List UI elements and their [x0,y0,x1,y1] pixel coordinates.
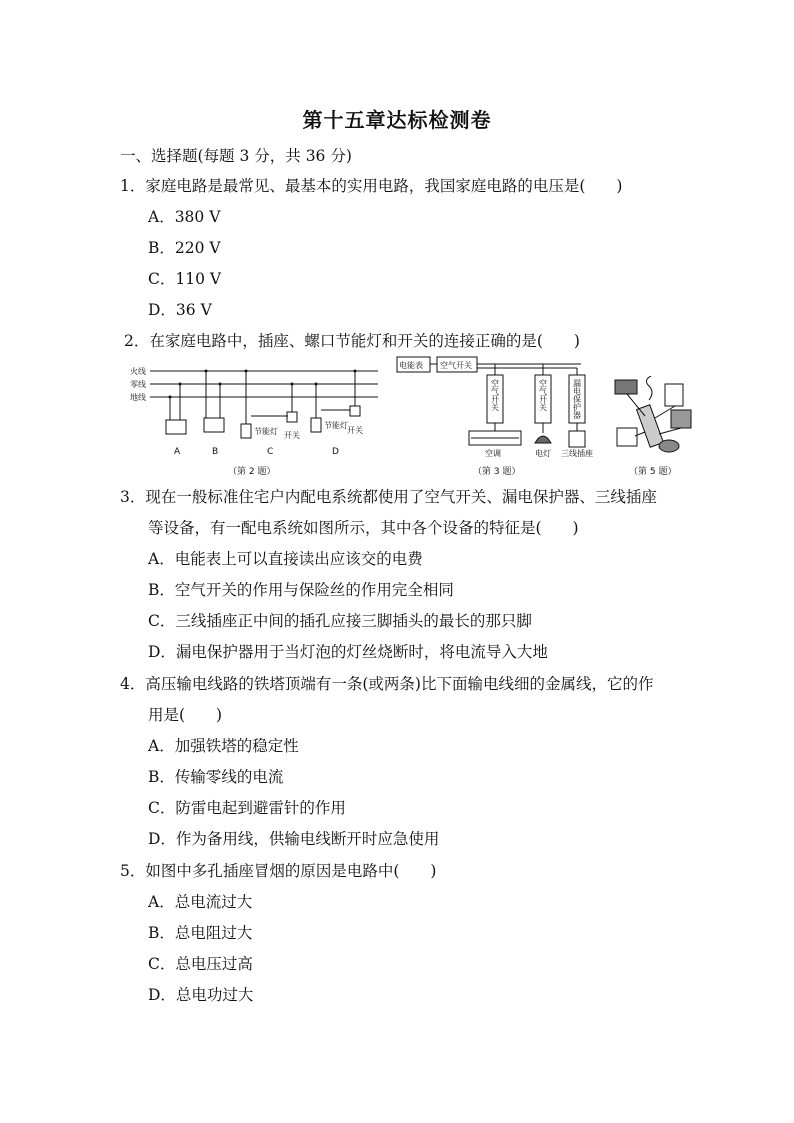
question-4-stem-line1: 4．高压输电线路的铁塔顶端有一条(或两条)比下面输电线细的金属线，它的作 [120,675,654,693]
fig3-branch1-label: 空气开关 [490,379,500,411]
fig3-branch3-label: 漏电保护器 [572,379,582,419]
question-3-stem-line2: 等设备，有一配电系统如图所示，其中各个设备的特征是( ) [148,519,579,537]
question-3-stem-line1: 3．现在一般标准住宅户内配电系统都使用了空气开关、漏电保护器、三线插座 [120,488,657,506]
figure-2-wiring-diagram [128,362,380,480]
q1-option-a: A．380 V [148,208,221,226]
q5-option-d: D．总电功过大 [148,986,254,1004]
section-heading: 一、选择题(每题 3 分，共 36 分) [120,147,352,165]
figure-3-distribution-diagram [395,355,600,480]
fig3-meter-label: 电能表 [399,361,423,370]
q5-option-c: C．总电压过高 [148,955,253,973]
figure-5-overloaded-socket [605,376,695,480]
q5-option-b: B．总电阻过大 [148,924,253,942]
q3-option-b: B．空气开关的作用与保险丝的作用完全相同 [148,581,454,599]
fig2-letter-d: D [332,447,339,457]
question-1-stem: 1．家庭电路是最常见、最基本的实用电路，我国家庭电路的电压是( ) [120,177,623,195]
q5-option-a: A．总电流过大 [148,893,253,911]
question-5-stem: 5．如图中多孔插座冒烟的原因是电路中( ) [120,862,437,880]
q4-option-c: C．防雷电起到避雷针的作用 [148,799,346,817]
wire-label-live: 火线 [130,367,146,376]
question-4-stem-line2: 用是( ) [148,706,223,724]
fig2-letter-b: B [212,447,219,457]
q4-option-b: B．传输零线的电流 [148,768,284,786]
question-2-stem: 2．在家庭电路中，插座、螺口节能灯和开关的连接正确的是( ) [124,332,580,350]
wire-label-neutral: 零线 [130,380,146,389]
q3-option-d: D．漏电保护器用于当灯泡的灯丝烧断时，将电流导入大地 [148,643,548,661]
figure-5-caption: （第 5 题） [629,467,677,477]
figure-2-caption: （第 2 题） [228,467,276,477]
fig2-c-bulb-label: 节能灯 [254,427,278,436]
fig3-socket-label: 三线插座 [561,449,593,458]
q4-option-d: D．作为备用线，供输电线断开时应急使用 [148,830,440,848]
wire-label-ground: 地线 [130,393,146,402]
figure-3-caption: （第 3 题） [473,467,521,477]
fig2-d-bulb-label: 节能灯 [324,421,348,430]
fig2-c-switch-label: 开关 [284,431,300,440]
fig2-letter-c: C [267,447,274,457]
q1-option-b: B．220 V [148,239,221,257]
fig2-letter-a: A [174,447,181,457]
q3-option-a: A．电能表上可以直接读出应该交的电费 [148,550,423,568]
q3-option-c: C．三线插座正中间的插孔应接三脚插头的最长的那只脚 [148,612,532,630]
page-title: 第十五章达标检测卷 [302,108,492,132]
q1-option-d: D．36 V [148,301,212,319]
fig3-lamp-label: 电灯 [535,449,551,458]
fig3-breaker-label: 空气开关 [440,361,472,370]
fig3-ac-label: 空调 [485,449,501,458]
fig2-d-switch-label: 开关 [347,426,363,435]
fig3-branch2-label: 空气开关 [538,379,548,411]
q1-option-c: C．110 V [148,270,222,288]
q4-option-a: A．加强铁塔的稳定性 [148,737,299,755]
